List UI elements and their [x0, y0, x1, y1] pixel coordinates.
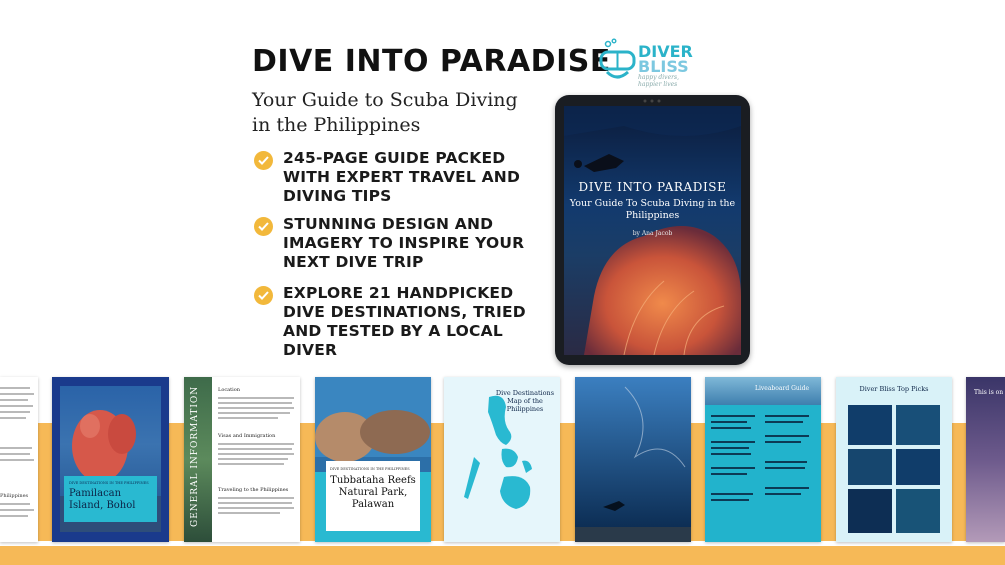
bullet-text: EXPLORE 21 HANDPICKED DIVE DESTINATIONS, TRIED AND TESTED BY A LOCAL DIVER [283, 284, 526, 359]
check-icon [254, 151, 273, 170]
bullet-text: STUNNING DESIGN AND IMAGERY TO INSPIRE YOUR NEXT DIVE TRIP [283, 215, 525, 271]
ebook-cover [564, 106, 741, 355]
check-icon [254, 286, 273, 305]
philippines-map [444, 377, 560, 542]
bullet-item [254, 215, 534, 272]
preview-page-closing [966, 377, 1005, 542]
preview-vertical-label: GENERAL INFORMATION [190, 385, 200, 527]
bullet-text: 245-PAGE GUIDE PACKED WITH EXPERT TRAVEL AND DIVING TIPS [283, 149, 521, 205]
diver-photo [575, 377, 691, 542]
preview-page-pamilacan [52, 377, 169, 542]
preview-heading: Visas and Immigration [218, 433, 276, 439]
preview-title: Liveaboard Guide [755, 385, 810, 392]
accent-band-bottom [0, 546, 1005, 565]
preview-title: Pamilacan Island, Bohol [69, 488, 136, 511]
preview-title: Dive Destinations Map of the Philippines [495, 389, 555, 413]
preview-kicker: DIVE DESTINATIONS IN THE PHILIPPINES [69, 481, 149, 485]
cover-subtitle: Your Guide To Scuba Diving in the Philippines [569, 198, 736, 221]
logo-word-diver: DIVER [638, 42, 693, 61]
preview-title: Diver Bliss Top Picks [859, 385, 929, 393]
logo-word-bliss: BLISS [638, 57, 689, 76]
tablet-mockup [555, 95, 750, 365]
page-title: DIVE INTO PARADISE [252, 44, 611, 79]
preview-page-photo [575, 377, 691, 542]
preview-title: This is on [974, 389, 1004, 396]
cover-title: DIVE INTO PARADISE [578, 180, 727, 194]
preview-heading: Location [218, 387, 240, 393]
preview-page-map [444, 377, 560, 542]
preview-page-top-picks [836, 377, 952, 542]
page-subtitle: Your Guide to Scuba Diving in the Philippines [252, 89, 518, 136]
diving-mask-icon [598, 38, 638, 80]
tablet-camera [641, 99, 663, 103]
cover-author: by Ana Jacob [632, 230, 673, 237]
preview-heading: Traveling to the Philippines [218, 487, 289, 493]
preview-heading: Philippines [0, 493, 29, 499]
preview-title: Tubbataha Reefs Natural Park, Palawan [330, 475, 416, 510]
logo-tagline: happy divers, happier lives [638, 74, 679, 88]
preview-page-text [0, 377, 38, 542]
bullet-item [254, 149, 534, 206]
preview-page-tubbataha [315, 377, 431, 542]
check-icon [254, 217, 273, 236]
preview-kicker: DIVE DESTINATIONS IN THE PHILIPPINES [330, 467, 410, 471]
diver-bliss-logo [598, 36, 693, 88]
preview-page-general-info [184, 377, 300, 542]
preview-page-liveaboard [705, 377, 821, 542]
bullet-item [254, 284, 534, 360]
